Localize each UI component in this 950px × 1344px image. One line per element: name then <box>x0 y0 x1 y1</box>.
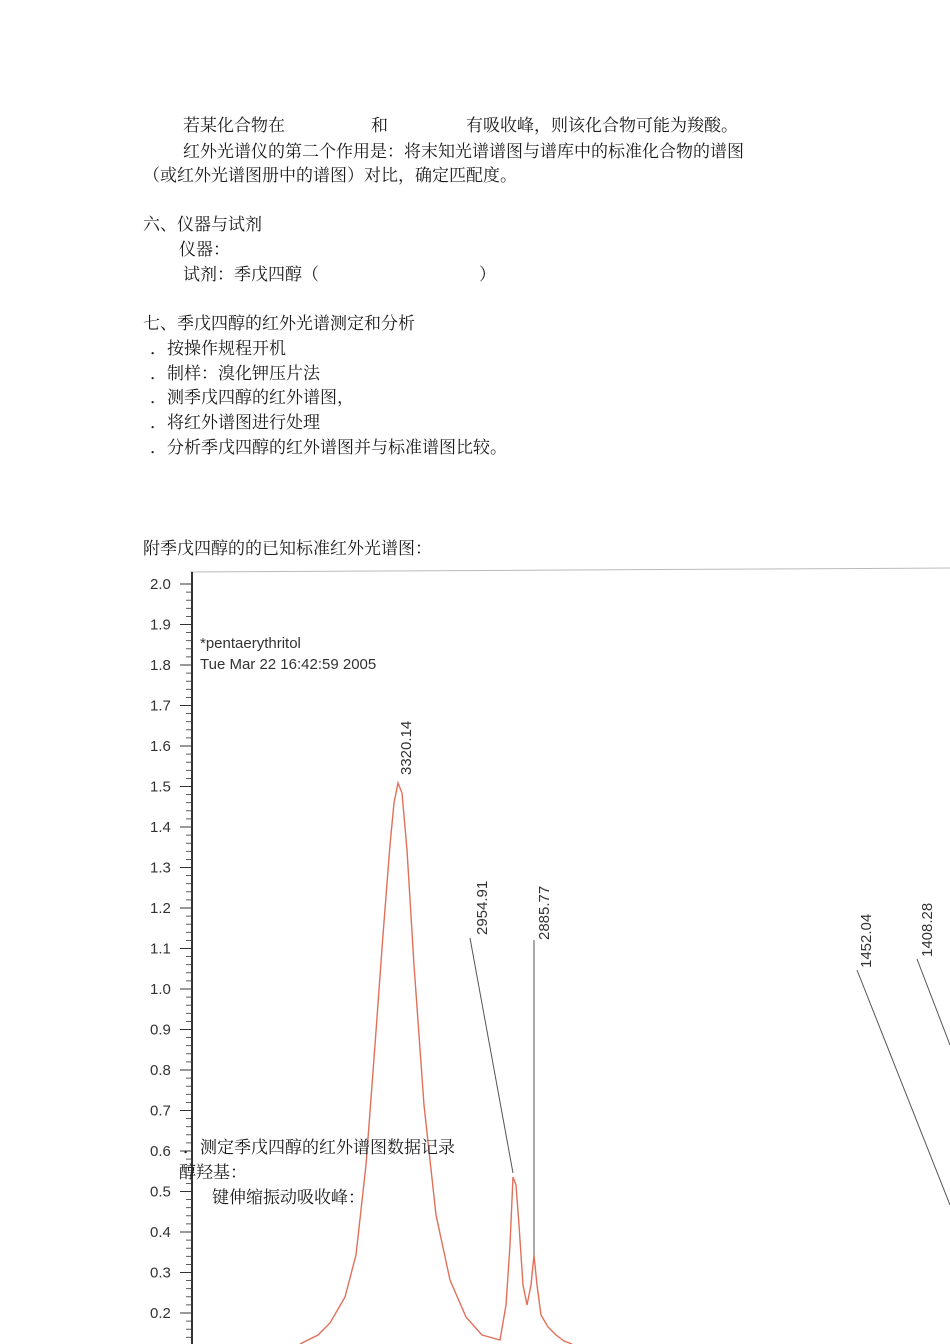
peak-leader-line <box>470 938 513 1173</box>
record-title: ．测定季戊四醇的红外谱图数据记录 <box>183 1138 455 1158</box>
y-tick-label: 0.9 <box>150 1021 171 1039</box>
y-tick-label: 0.5 <box>150 1183 171 1201</box>
y-tick-label: 1.8 <box>150 657 171 674</box>
y-tick-label: 0.3 <box>150 1264 171 1282</box>
step-item: ．按操作规程开机 <box>150 339 286 359</box>
intro-text-b: 和 <box>371 116 388 136</box>
ir-spectrum-chart <box>0 565 950 1344</box>
chart-title: *pentaerythritol <box>200 635 301 652</box>
y-tick-label: 1.1 <box>150 940 171 958</box>
stretch-label: 键伸缩振动吸收峰： <box>212 1188 365 1208</box>
peak-leader-line <box>857 970 950 1205</box>
y-tick-label: 0.7 <box>150 1102 171 1120</box>
chart-top-rule <box>190 568 950 572</box>
appendix-caption: 附季戊四醇的的已知标准红外光谱图： <box>143 539 432 559</box>
peak-label: 1408.28 <box>919 902 936 957</box>
reagent-close-paren: ） <box>479 265 496 285</box>
step-item: ．将红外谱图进行处理 <box>150 413 320 433</box>
y-tick-label: 0.4 <box>150 1224 171 1241</box>
peak-label: 2954.91 <box>474 880 491 935</box>
intro-text-c: 有吸收峰，则该化合物可能为羧酸。 <box>466 116 738 136</box>
peak-label: 1452.04 <box>858 913 875 968</box>
hydroxyl-label: 醇羟基： <box>179 1163 247 1183</box>
spectrum-trace <box>300 783 572 1344</box>
peak-label: 3320.14 <box>398 720 415 775</box>
y-tick-label: 1.9 <box>150 616 171 634</box>
section-7-heading: 七、季戊四醇的红外光谱测定和分析 <box>143 314 415 334</box>
y-tick-label: 1.3 <box>150 859 171 877</box>
step-item: ．测季戊四醇的红外谱图， <box>150 388 354 408</box>
y-tick-label: 1.7 <box>150 697 171 715</box>
chart-subtitle: Tue Mar 22 16:42:59 2005 <box>200 656 377 673</box>
y-tick-label: 1.4 <box>150 819 171 836</box>
y-tick-label: 1.5 <box>150 778 171 796</box>
y-tick-label: 0.8 <box>150 1062 171 1079</box>
y-tick-label: 1.0 <box>150 981 171 998</box>
y-tick-label: 0.2 <box>150 1305 171 1322</box>
y-tick-label: 1.6 <box>150 738 171 755</box>
intro-paragraph-2-line-2: （或红外光谱图册中的谱图）对比，确定匹配度。 <box>143 166 517 186</box>
y-tick-label: 2.0 <box>150 576 171 593</box>
peak-leader-line <box>917 959 950 1045</box>
reagent-label: 试剂：季戊四醇（ <box>183 265 319 285</box>
intro-paragraph-2-line-1: 红外光谱仪的第二个作用是：将末知光谱谱图与谱库中的标准化合物的谱图 <box>183 142 744 162</box>
y-tick-label: 1.2 <box>150 900 171 917</box>
peak-label: 2885.77 <box>536 885 553 940</box>
step-item: ．分析季戊四醇的红外谱图并与标准谱图比较。 <box>150 438 507 458</box>
intro-text-a: 若某化合物在 <box>183 116 285 136</box>
instrument-label: 仪器： <box>179 240 230 260</box>
section-6-heading: 六、仪器与试剂 <box>143 215 262 235</box>
step-item: ．制样：溴化钾压片法 <box>150 364 320 384</box>
y-tick-label: 0.6 <box>150 1143 171 1160</box>
